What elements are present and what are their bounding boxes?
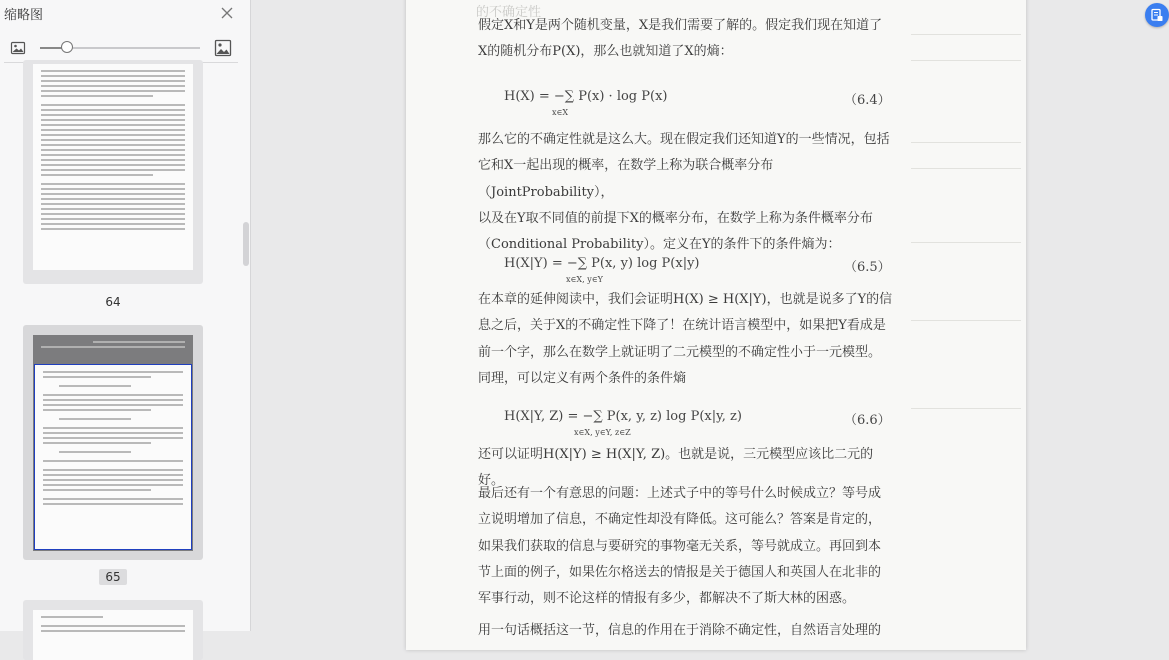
text-line: 如果我们获取的信息与要研究的事物毫无关系，等号就成立。再回到本 xyxy=(478,538,882,554)
image-large-icon[interactable] xyxy=(214,39,232,57)
text-line: X的随机分布P(X)，那么也就知道了X的熵： xyxy=(478,44,733,60)
text-line: 立说明增加了信息，不确定性却没有降低。这可能么？答案是肯定的， xyxy=(478,512,882,528)
document-tool-icon xyxy=(1150,8,1164,22)
thumbnail-scrollbar[interactable] xyxy=(243,222,249,266)
bleed-through xyxy=(911,242,1021,243)
text-line: 还可以证明H(X|Y) ≥ H(X|Y, Z)。也就是说，三元模型应该比二元的好。 xyxy=(478,447,874,489)
formula-subscript: x∈X, y∈Y xyxy=(566,275,603,284)
bleed-through xyxy=(911,168,1021,169)
formula-number: （6.5） xyxy=(844,260,891,275)
side-tool-button[interactable] xyxy=(1145,3,1169,27)
text-line: 以及在Y取不同值的前提下X的概率分布，在数学上称为条件概率分布 xyxy=(478,210,873,226)
formula-expression: H(X) = −∑ P(x) · log P(x) xyxy=(504,89,668,104)
bleed-through xyxy=(911,142,1021,143)
text-line: 节上面的例子，如果佐尔格送去的情报是关于德国人和英国人在北非的 xyxy=(478,564,882,580)
thumbnail-toolbar xyxy=(0,36,251,62)
bleed-through xyxy=(911,320,1021,321)
thumbnail-page-label: 65 xyxy=(23,570,203,584)
text-line: 它和X一起出现的概率，在数学上称为联合概率分布（JointProbability）， xyxy=(478,158,774,200)
formula-subscript: x∈X xyxy=(552,108,569,117)
thumbnail-page-label: 64 xyxy=(105,295,121,309)
document-view xyxy=(251,0,1169,638)
text-line: 在本章的延伸阅读中，我们会证明H(X) ≥ H(X|Y)，也就是说多了Y的信 xyxy=(478,292,893,307)
text-line: 息之后，关于X的不确定性下降了！在统计语言模型中，如果把Y看成是 xyxy=(478,318,886,334)
thumbnail-page-image xyxy=(33,335,193,551)
thumbnail-page-66[interactable] xyxy=(23,600,203,660)
thumbnail-page-64[interactable] xyxy=(23,60,203,284)
formula-expression: H(X|Y) = −∑ P(x, y) log P(x|y) xyxy=(504,256,700,271)
formula-number: （6.4） xyxy=(844,93,891,108)
bleed-through xyxy=(911,60,1021,61)
formula-expression: H(X|Y, Z) = −∑ P(x, y, z) log P(x|y, z) xyxy=(504,409,742,424)
paragraph-1 xyxy=(478,13,898,66)
text-line: 同理，可以定义有两个条件的条件熵 xyxy=(478,370,687,386)
formula-number: （6.6） xyxy=(844,413,891,428)
text-line: 用一句话概括这一节，信息的作用在于消除不确定性，自然语言处理的 xyxy=(478,623,882,638)
bleed-through xyxy=(911,408,1021,409)
zoom-slider-thumb[interactable] xyxy=(61,41,73,53)
thumbnail-list xyxy=(0,64,240,631)
close-icon xyxy=(221,7,233,19)
text-line: （Conditional Probability）。定义在Y的条件下的条件熵为： xyxy=(478,237,841,253)
text-line: 假定X和Y是两个随机变量，X是我们需要了解的。假定我们现在知道了 xyxy=(478,18,883,33)
close-panel-button[interactable] xyxy=(218,4,236,22)
paragraph-6 xyxy=(478,618,898,644)
text-line: 前一个字，那么在数学上就证明了二元模型的不确定性小于一元模型。 xyxy=(478,344,882,360)
bleed-through xyxy=(911,34,1021,35)
paragraph-2 xyxy=(478,127,898,258)
text-line: 军事行动，则不论这样的情报有多少，都解决不了斯大林的困惑。 xyxy=(478,591,856,607)
thumbnail-page-image xyxy=(33,64,193,270)
thumbnail-page-image xyxy=(33,610,193,660)
paragraph-5 xyxy=(478,481,898,612)
document-page: 的不确定性 假定X和Y是两个随机变量，X是我们需要了解的。假定我们现在知道了 X的随机分布P(X)，那么也就知道了X的熵： H(X) = −∑ P(x) · log P(x) x∈X （6.4） 那么它的不确定性就是这么大。现在假定我们还知道Y的一些情况，包括 它和X一起出现的概率，在数学上称为联合概率分布（JointProbability）， 以及在Y取不同值的前提下X的概率分布，在数学上称为条件概率分布 （Conditional Probability）。定义在Y的条件下的条件熵为： H(X|Y) = −∑ P(x, y) log P(x|y) x∈X, y∈Y （6.5） 在本章的延伸阅读中，我们会证明H(X) ≥ H(X|Y)，也就是说多了Y的信 息之后，关于X的不确定性下降了！在统计语言模型中，如果把Y看成是 前一个字，那么在数学上就证明了二元模型的不确定性小于一元模型。 同理，可以定义有两个条件的条件熵 H(X|Y, Z) = −∑ P(x, y, z) log P(x|y, z) x∈X, y∈Y, z∈Z （6.6） 还可以证明H(X|Y) ≥ H(X|Y, Z)。也就是说，三元模型应该比二元的好。 最后还有一个有意思的问题：上述式子中的等号什么时候成立？等号成 立说明增加了信息，不确定性却没有降低。这可能么？答案是肯定的， 如果我们获取的信息与要研究的事物毫无关系，等号就成立。再回到本 节上面的例子，如果佐尔格送去的情报是关于德国人和英国人在北非的 军事行动，则不论这样的情报有多少，都解决不了斯大林的困惑。 用一句话概括这一节，信息的作用在于消除不确定性，自然语言处理的 xyxy=(406,0,1026,650)
thumbnail-panel xyxy=(0,0,251,631)
text-line: 那么它的不确定性就是这么大。现在假定我们还知道Y的一些情况，包括 xyxy=(478,132,890,147)
thumbnail-page-65[interactable] xyxy=(23,325,203,560)
formula-subscript: x∈X, y∈Y, z∈Z xyxy=(574,428,631,437)
paragraph-3 xyxy=(478,287,898,392)
image-small-icon[interactable] xyxy=(10,40,26,56)
panel-title: 缩略图 xyxy=(4,8,44,23)
text-line: 最后还有一个有意思的问题：上述式子中的等号什么时候成立？等号成 xyxy=(478,486,882,501)
